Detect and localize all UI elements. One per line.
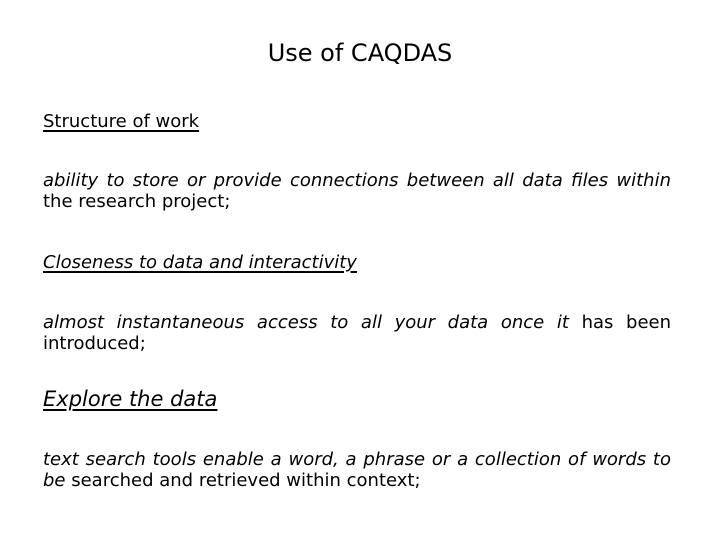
section-body-regular: searched and retrieved within context;	[65, 470, 421, 491]
section-body-italic: ability to store or provide connections between all data files within	[43, 170, 671, 191]
slide-title: Use of CAQDAS	[267, 39, 453, 67]
section-heading-structure-of-work: Structure of work	[43, 111, 200, 132]
section-heading-closeness-to-data: Closeness to data and interactivity	[43, 252, 357, 273]
section-body-italic: text search tools enable a word, a phrase or a collection of words to be	[43, 449, 671, 491]
section-body-closeness-to-data	[43, 312, 671, 354]
section-heading-explore-the-data: Explore the data	[43, 387, 218, 411]
section-body-italic: almost instantaneous access to all your data once it	[43, 312, 569, 333]
section-body-regular: has been introduced;	[43, 312, 671, 354]
section-body-structure-of-work	[43, 170, 671, 212]
section-body-regular: the research project;	[43, 191, 231, 212]
section-body-explore-the-data	[43, 449, 671, 491]
